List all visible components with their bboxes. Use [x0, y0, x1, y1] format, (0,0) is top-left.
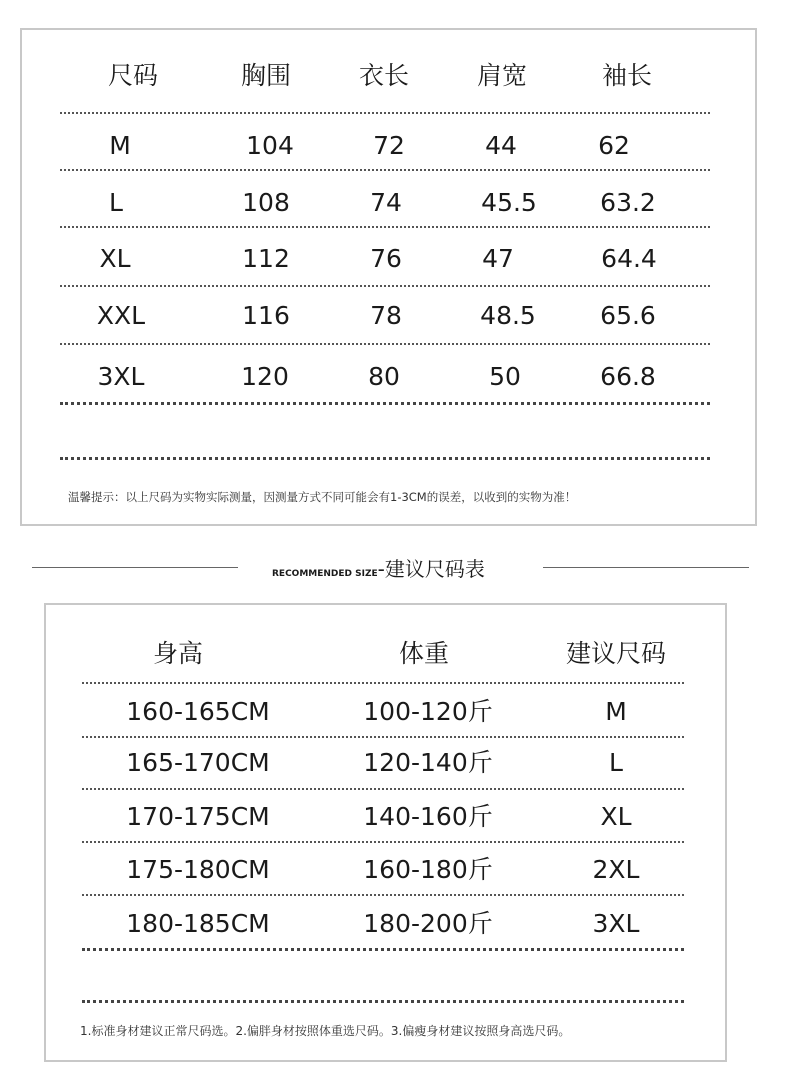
table-header-cell: 体重 — [398, 639, 450, 668]
row-divider — [82, 1000, 684, 1003]
table-cell: 63.2 — [600, 188, 656, 217]
table-header-cell: 尺码 — [107, 61, 159, 90]
table-cell: 74 — [370, 188, 402, 217]
section-title-chinese: 建议尺码表 — [384, 557, 485, 581]
table-cell: 160-180斤 — [363, 855, 493, 884]
section-title-separator: - — [377, 557, 385, 581]
table-cell: XL — [600, 802, 632, 831]
size-table-note: 温馨提示：以上尺码为实物实际测量，因测量方式不同可能会有1-3CM的误差，以收到的实物为准！ — [68, 490, 577, 504]
section-divider-right — [543, 567, 749, 568]
table-header-cell: 胸围 — [240, 61, 292, 90]
recommend-chart-panel — [44, 603, 727, 1062]
table-cell: M — [605, 697, 627, 726]
table-cell: 78 — [370, 301, 402, 330]
table-cell: 3XL — [97, 362, 145, 391]
row-divider — [82, 736, 684, 738]
table-cell: 45.5 — [481, 188, 537, 217]
table-header-cell: 衣长 — [358, 61, 410, 90]
table-header-cell: 建议尺码 — [565, 639, 667, 668]
table-cell: 160-165CM — [126, 697, 270, 726]
table-header-cell: 身高 — [152, 639, 204, 668]
table-cell: 47 — [482, 244, 514, 273]
row-divider — [60, 226, 710, 228]
table-cell: 100-120斤 — [363, 697, 493, 726]
table-cell: M — [109, 131, 131, 160]
section-title-english: RECOMMENDED SIZE — [272, 569, 378, 579]
table-cell: 76 — [370, 244, 402, 273]
row-divider — [60, 112, 710, 114]
table-cell: XXL — [96, 301, 146, 330]
table-cell: 120-140斤 — [363, 748, 493, 777]
row-divider — [60, 402, 710, 405]
table-cell: 50 — [489, 362, 521, 391]
table-cell: 72 — [373, 131, 405, 160]
table-cell: 116 — [242, 301, 290, 330]
row-divider — [60, 169, 710, 171]
table-header-cell: 袖长 — [601, 61, 653, 90]
table-cell: 65.6 — [600, 301, 656, 330]
table-cell: 170-175CM — [126, 802, 270, 831]
table-cell: 165-170CM — [126, 748, 270, 777]
row-divider — [60, 343, 710, 345]
recommend-table-note: 1.标准身材建议正常尺码选。2.偏胖身材按照体重选尺码。3.偏瘦身材建议按照身高选尺码。 — [80, 1024, 571, 1038]
table-cell: 140-160斤 — [363, 802, 493, 831]
table-cell: 120 — [241, 362, 289, 391]
table-cell: 3XL — [592, 909, 640, 938]
row-divider — [82, 788, 684, 790]
size-chart-panel — [20, 28, 757, 526]
table-cell: 80 — [368, 362, 400, 391]
table-cell: 175-180CM — [126, 855, 270, 884]
table-header-cell: 肩宽 — [476, 61, 528, 90]
table-cell: 104 — [246, 131, 294, 160]
table-cell: 180-200斤 — [363, 909, 493, 938]
table-cell: 112 — [242, 244, 290, 273]
table-cell: L — [609, 748, 623, 777]
table-cell: 108 — [242, 188, 290, 217]
row-divider — [82, 682, 684, 684]
table-cell: 62 — [598, 131, 630, 160]
row-divider — [82, 894, 684, 896]
section-divider-left — [32, 567, 238, 568]
table-cell: 48.5 — [480, 301, 536, 330]
table-cell: 180-185CM — [126, 909, 270, 938]
table-cell: 64.4 — [601, 244, 657, 273]
table-cell: L — [109, 188, 123, 217]
table-cell: 44 — [485, 131, 517, 160]
table-cell: 2XL — [592, 855, 640, 884]
row-divider — [82, 841, 684, 843]
row-divider — [82, 948, 684, 951]
row-divider — [60, 457, 710, 460]
table-cell: XL — [99, 244, 131, 273]
table-cell: 66.8 — [600, 362, 656, 391]
section-title — [272, 553, 485, 582]
row-divider — [60, 285, 710, 287]
